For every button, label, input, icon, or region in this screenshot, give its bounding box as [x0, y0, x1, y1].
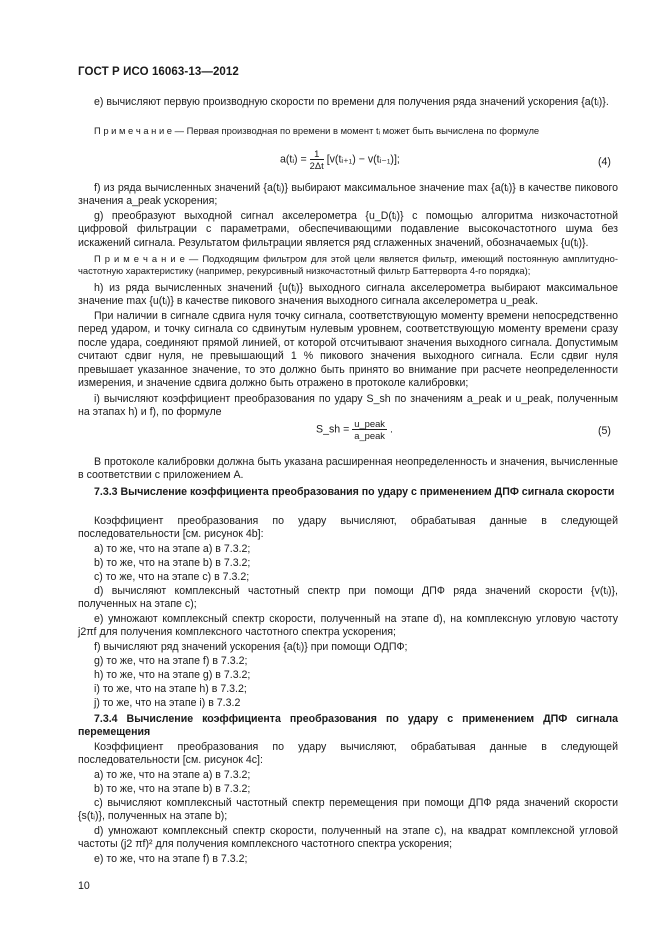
list-item-7-3-3-f: f) вычисляют ряд значений ускорения {a(tᵢ)} при помощи ОДПФ; [94, 641, 408, 653]
paragraph-protocol: В протоколе калибровки должна быть указана расширенная неопределенность и значения, вычисленные в соответствии с приложением А. [78, 456, 618, 482]
paragraph-zero-shift: При наличии в сигнале сдвига нуля точку сигнала, соответствующую моменту времени непосредственно перед ударом, и точку сигнала со сдвинутым нулевым уровнем, соответствующую моменту времени сразу после удара, соединяют прямой линией, от которой отсчитывают значения выходного сигнала. Допустимым считают сдвиг нуля, не превышающий 1 % пикового значения выходного сигнала. Если сдвиг нуля превышает указанное значение, то это должно быть принято во внимание при расчете неопределенности измерения, и значение сдвига должно быть отражено в протоколе калибровки; [78, 310, 618, 390]
formula-4-denominator: 2Δt [309, 160, 324, 171]
formula-5-numerator: u_peak [354, 418, 385, 429]
paragraph-7-3-3-intro: Коэффициент преобразования по удару вычисляют, обрабатывая данные в следующей последовательности [см. рисунок 4b]: [78, 515, 618, 541]
formula-5-number: (5) [598, 425, 611, 437]
formula-4-number: (4) [598, 156, 611, 168]
list-item-7-3-4-b: b) то же, что на этапе b) в 7.3.2; [94, 783, 251, 795]
formula-5-fraction [352, 418, 387, 441]
note-filter: П р и м е ч а н и е — Подходящим фильтром для этой цели является фильтр, имеющий постоянную амплитудно-частотную характеристику (например, рекурсивный низкочастотный фильтр Баттерворта 4-го порядка); [78, 253, 618, 277]
paragraph-step-e: e) вычисляют первую производную скорости по времени для получения ряда значений ускорения {a(tᵢ)}. [94, 96, 609, 108]
formula-4-fraction [310, 148, 324, 171]
list-item-7-3-3-e: e) умножают комплексный спектр скорости, полученный на этапе d), на комплексную угловую частоту j2πf для получения комплексного частотного спектра ускорения; [78, 613, 618, 639]
list-item-7-3-3-a: a) то же, что на этапе a) в 7.3.2; [94, 543, 251, 555]
section-7-3-3-title: 7.3.3 Вычисление коэффициента преобразования по удару с применением ДПФ сигнала скорости [94, 486, 615, 498]
note-derivative: П р и м е ч а н и е — Первая производная по времени в момент tᵢ может быть вычислена по формуле [94, 125, 540, 136]
paragraph-step-g: g) преобразуют выходной сигнал акселерометра {u_D(tᵢ)} с помощью алгоритма низкочастотной цифровой фильтрации с параметрами, обеспечивающими подавление высокочастотного шума без искажений сигнала. Результатом фильтрации является ряд сглаженных значений, обозначаемых {u(tᵢ)}. [78, 210, 618, 249]
list-item-7-3-3-h: h) то же, что на этапе g) в 7.3.2; [94, 669, 251, 681]
formula-4-numerator: 1 [310, 148, 324, 160]
paragraph-step-i: i) вычисляют коэффициент преобразования по удару S_sh по значениям a_peak и u_peak, полученным на этапах h) и f), по формуле [78, 393, 618, 419]
paragraph-step-h: h) из ряда вычисленных значений {u(tᵢ)} выходного сигнала акселерометра выбирают максимальное значение max {u(tᵢ)} в качестве пикового значения выходного сигнала акселерометра u_peak. [78, 282, 618, 308]
formula-4-lhs: a(tᵢ) = [280, 153, 307, 166]
list-item-7-3-3-b: b) то же, что на этапе b) в 7.3.2; [94, 557, 251, 569]
list-item-7-3-4-e: e) то же, что на этапе f) в 7.3.2; [94, 853, 248, 865]
formula-5-tail: . [389, 423, 393, 436]
paragraph-7-3-4-intro: Коэффициент преобразования по удару вычисляют, обрабатывая данные в следующей последовательности [см. рисунок 4с]: [78, 741, 618, 767]
paragraph-step-f: f) из ряда вычисленных значений {a(tᵢ)} выбирают максимальное значение max {a(tᵢ)} в качестве пикового значения a_peak ускорения; [78, 182, 618, 208]
list-item-7-3-3-j: j) то же, что на этапе i) в 7.3.2 [94, 697, 241, 709]
formula-5 [316, 418, 393, 441]
list-item-7-3-3-i: i) то же, что на этапе h) в 7.3.2; [94, 683, 247, 695]
list-item-7-3-3-g: g) то же, что на этапе f) в 7.3.2; [94, 655, 248, 667]
list-item-7-3-4-a: a) то же, что на этапе a) в 7.3.2; [94, 769, 251, 781]
section-7-3-4-title: 7.3.4 Вычисление коэффициента преобразования по удару с применением ДПФ сигнала перемещения [78, 713, 618, 739]
list-item-7-3-4-d: d) умножают комплексный спектр скорости, полученный на этапе c), на квадрат комплексной угловой частоты (j2 πf)² для получения комплексного частотного спектра ускорения; [78, 825, 618, 851]
list-item-7-3-3-c: c) то же, что на этапе c) в 7.3.2; [94, 571, 250, 583]
formula-5-denominator: a_peak [354, 430, 385, 441]
document-header: ГОСТ Р ИСО 16063-13—2012 [78, 66, 239, 78]
list-item-7-3-4-c: c) вычисляют комплексный частотный спектр перемещения при помощи ДПФ ряда значений скорости {s(tᵢ)}, полученных на этапе b); [78, 797, 618, 823]
list-item-7-3-3-d: d) вычисляют комплексный частотный спектр при помощи ДПФ ряда значений скорости {v(tᵢ)}, полученных на этапе c); [78, 585, 618, 611]
formula-5-lhs: S_sh = [316, 423, 350, 436]
formula-4 [280, 148, 400, 171]
formula-4-rhs: [v(tᵢ₊₁) − v(tᵢ₋₁)]; [326, 153, 400, 166]
page-number: 10 [78, 880, 90, 892]
